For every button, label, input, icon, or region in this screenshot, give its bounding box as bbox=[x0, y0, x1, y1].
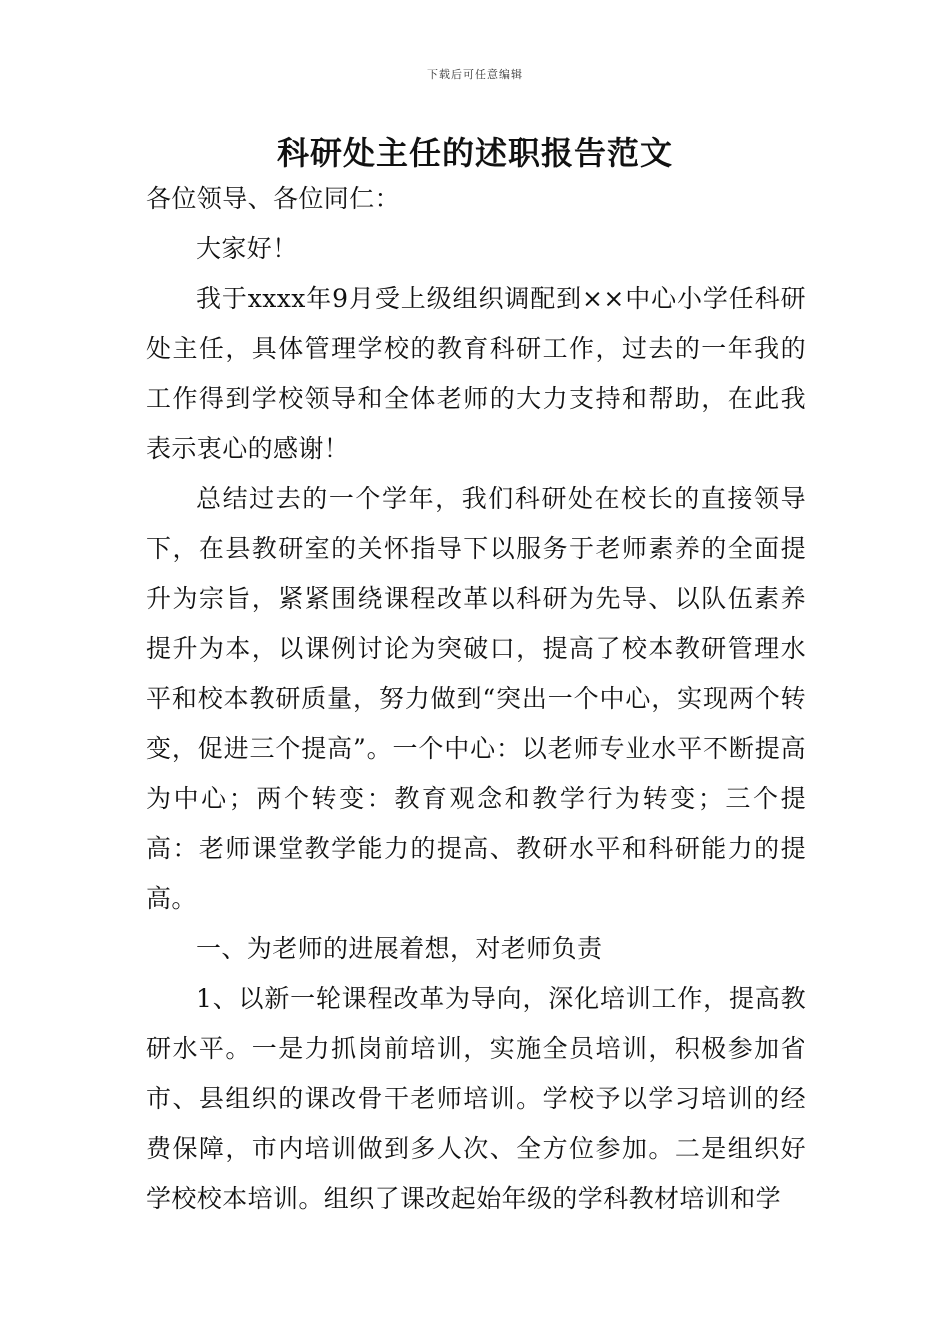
paragraph-summary: 总结过去的一个学年，我们科研处在校长的直接领导下，在县教研室的关怀指导下以服务于老师素养的全面提升为宗旨，紧紧围绕课程改革以科研为先导、以队伍素养提升为本，以课例讨论为突破口，提高了校本教研管理水平和校本教研质量，努力做到“突出一个中心，实现两个转变，促进三个提高”。一个中心：以老师专业水平不断提高为中心；两个转变：教育观念和教学行为转变；三个提高：老师课堂教学能力的提高、教研水平和科研能力的提高。 bbox=[146, 484, 806, 913]
section-heading: 一、为老师的进展着想，对老师负责 bbox=[196, 934, 603, 963]
document-title: 科研处主任的述职报告范文 bbox=[276, 134, 673, 172]
header-note: 下载后可任意编辑 bbox=[427, 68, 523, 81]
paragraph-intro: 我于xxxx年9月受上级组织调配到××中心小学任科研处主任，具体管理学校的教育科研工作，过去的一年我的工作得到学校领导和全体老师的大力支持和帮助，在此我表示衷心的感谢！ bbox=[146, 284, 806, 463]
document-body bbox=[146, 174, 806, 1224]
greeting: 大家好！ bbox=[196, 234, 298, 263]
salutation: 各位领导、各位同仁： bbox=[146, 184, 401, 213]
section-paragraph: 1、以新一轮课程改革为导向，深化培训工作，提高教研水平。一是力抓岗前培训，实施全员培训，积极参加省市、县组织的课改骨干老师培训。学校予以学习培训的经费保障，市内培训做到多人次、全方位参加。二是组织好学校校本培训。组织了课改起始年级的学科教材培训和学 bbox=[146, 984, 806, 1213]
